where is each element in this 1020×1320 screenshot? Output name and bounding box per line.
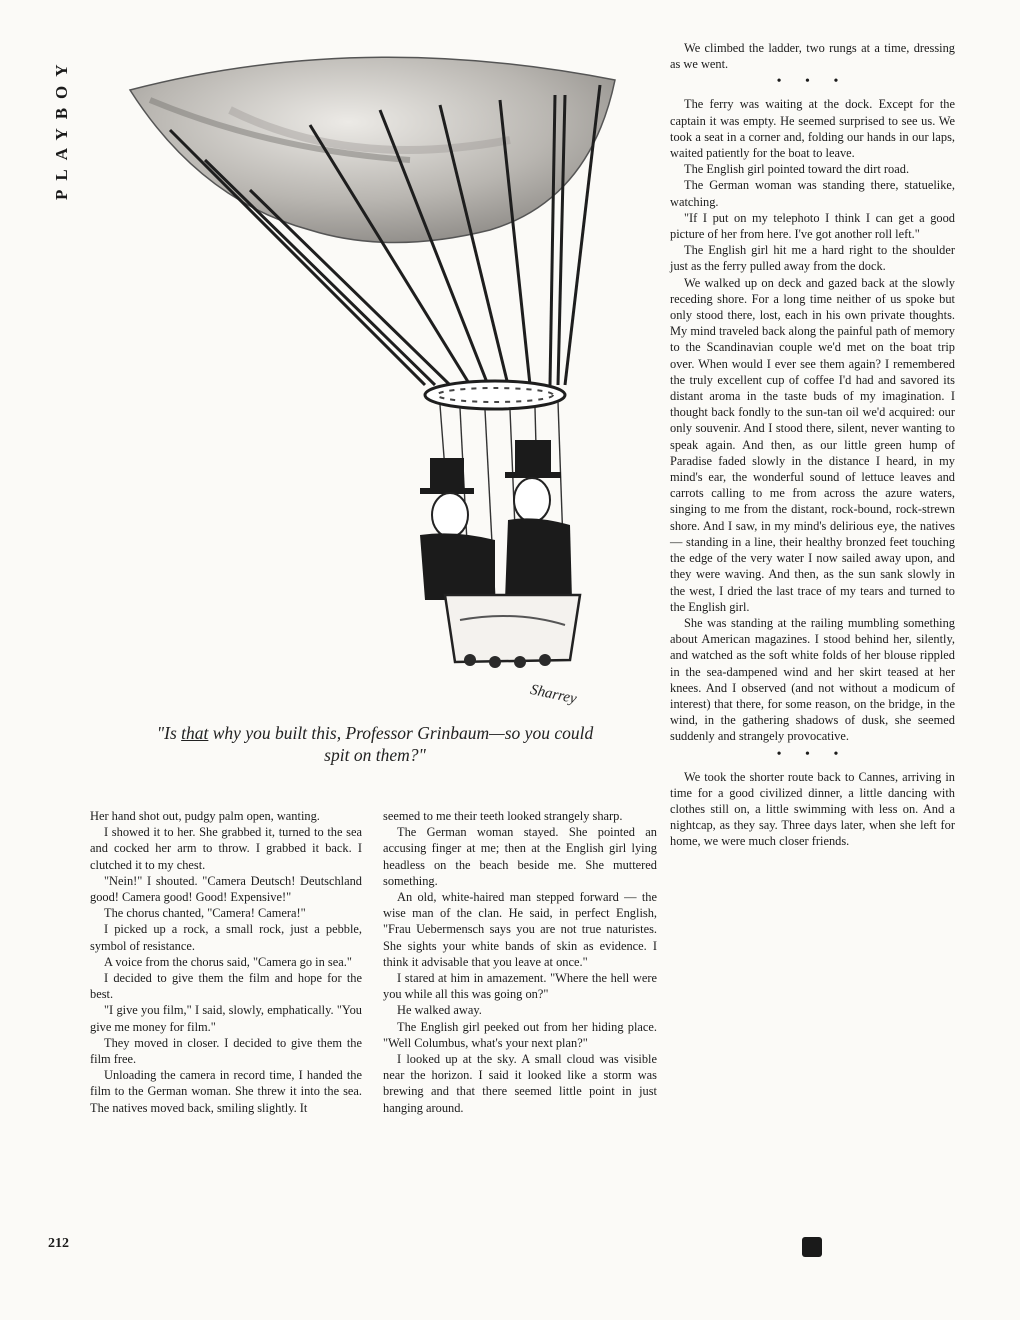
end-mark-icon [802,1237,822,1257]
balloon-ring [425,381,565,409]
basket [445,595,580,662]
paragraph: I looked up at the sky. A small cloud was visible near the horizon. I said it looked like a storm was brewing and that there seemed little point in just hanging around. [383,1052,657,1115]
paragraph: We walked up on deck and gazed back at the slowly receding shore. For a long time neither of us spoke but only stood there, lost, each in his own private thoughts. My mind traveled back along the painful path of memory to the Scandinavian couple we'd met on the boat trip over. When would I ever see them again? I remembered the truly excellent cup of coffee I'd had and savored its distant aroma in the taste buds of my imagination. I thought back fondly to the sun-tan oil we'd acquired: our only souvenir. And I stood there, silent, never wanting to speak again. And then, as our little green hump of Paradise faded slowly in the distance I heard, in my mind's ear, the wonderful sound of lettuce leaves and carrots calling to me from across the azure waters, singing to me from the distant, rock-bound, rock-strewn shore. And I saw, in my mind's delirious eye, the natives — standing in a line, their healthy bronzed feet touching the edge of the very water I now sailed away upon, and they were waving. And then, as the sun sank slowly in the west, I dried the last trace of my tears and turned to the English girl. [670,275,955,614]
paragraph: "I give you film," I said, slowly, emphatically. "You give me money for film." [90,1003,362,1034]
text-column-3 [670,40,955,850]
paragraph: The German woman was standing there, statuelike, watching. [670,178,955,209]
page-number: 212 [48,1236,69,1251]
paragraph: The English girl hit me a hard right to the shoulder just as the ferry pulled away from the dock. [670,243,955,274]
paragraph: He walked away. [397,1003,482,1018]
text-column-2 [383,808,657,1116]
paragraph: The English girl peeked out from her hiding place. "Well Columbus, what's your next plan?" [383,1019,657,1050]
paragraph: "If I put on my telephoto I think I can get a good picture of her from here. I've got another roll left." [670,210,955,242]
paragraph: The English girl pointed toward the dirt road. [684,162,910,177]
paragraph: Unloading the camera in record time, I handed the film to the German woman. She threw it into the sea. The natives moved back, smiling slightly. It [90,1068,362,1115]
paragraph: Her hand shot out, pudgy palm open, wanting. [90,809,320,823]
paragraph: We climbed the ladder, two rungs at a time, dressing as we went. [670,41,955,72]
paragraph: We took the shorter route back to Cannes, arriving in time for a good civilized dinner, a little dancing with clothes still on, a little swimming with less on. And a nightcap, as they say. Three days later, when she left for home, we were much closer friends. [670,769,955,849]
paragraph: They moved in closer. I decided to give them the film free. [90,1035,362,1067]
balloon-cartoon [110,40,635,715]
paragraph: An old, white-haired man stepped forward — the wise man of the clan. He said, in perfect English, "Frau Uebermensch says you are not true naturistes. She sights your white bands of skin as evidence. I think it advisable that you leave at once." [383,890,657,969]
paragraph: seemed to me their teeth looked strangely sharp. [383,809,623,823]
paragraph: I picked up a rock, a small rock, just a pebble, symbol of resistance. [90,922,362,953]
section-separator: • • • [776,74,849,90]
artist-signature: Sharrey [528,681,579,708]
paragraph: She was standing at the railing mumbling something about American magazines. I stood behind her, silently, and watched as the soft white folds of her blouse rippled in the sea-dampened wind and her skirt teased at her knees. And I observed (and not without a modicum of interest) that there, for some reason, on the bridge, in the wind, in the gathering shadows of dusk, she seemed suddenly and strangely provocative. [670,615,955,744]
section-separator: • • • [776,746,849,762]
paragraph: I stared at him in amazement. "Where the hell were you while all this was going on?" [383,971,657,1002]
paragraph: The chorus chanted, "Camera! Camera!" [104,906,306,921]
paragraph: I decided to give them the film and hope for the best. [90,971,362,1002]
paragraph: The German woman stayed. She pointed an accusing finger at me; then at the English girl lying headless on the beach beside me. She muttered something. [383,825,657,888]
balloonist-left [420,458,495,600]
cartoon-caption: "Is that why you built this, Professor Grinbaum—so you could spit on them?" [156,723,594,765]
magazine-masthead: PLAYBOY [52,55,71,200]
paragraph: "Nein!" I shouted. "Camera Deutsch! Deutschland good! Camera good! Good! Expensive!" [90,873,362,905]
paragraph: The ferry was waiting at the dock. Except for the captain it was empty. He seemed surprised to see us. We took a seat in a corner and, folding our hands in our laps, waited patiently for the boat to leave. [670,97,955,161]
paragraph: A voice from the chorus said, "Camera go in sea." [104,954,352,969]
paragraph: I showed it to her. She grabbed it, turned to the sea and cocked her arm to throw. I grabbed it back. I clutched it to my chest. [90,825,362,872]
text-column-1 [90,808,362,1116]
